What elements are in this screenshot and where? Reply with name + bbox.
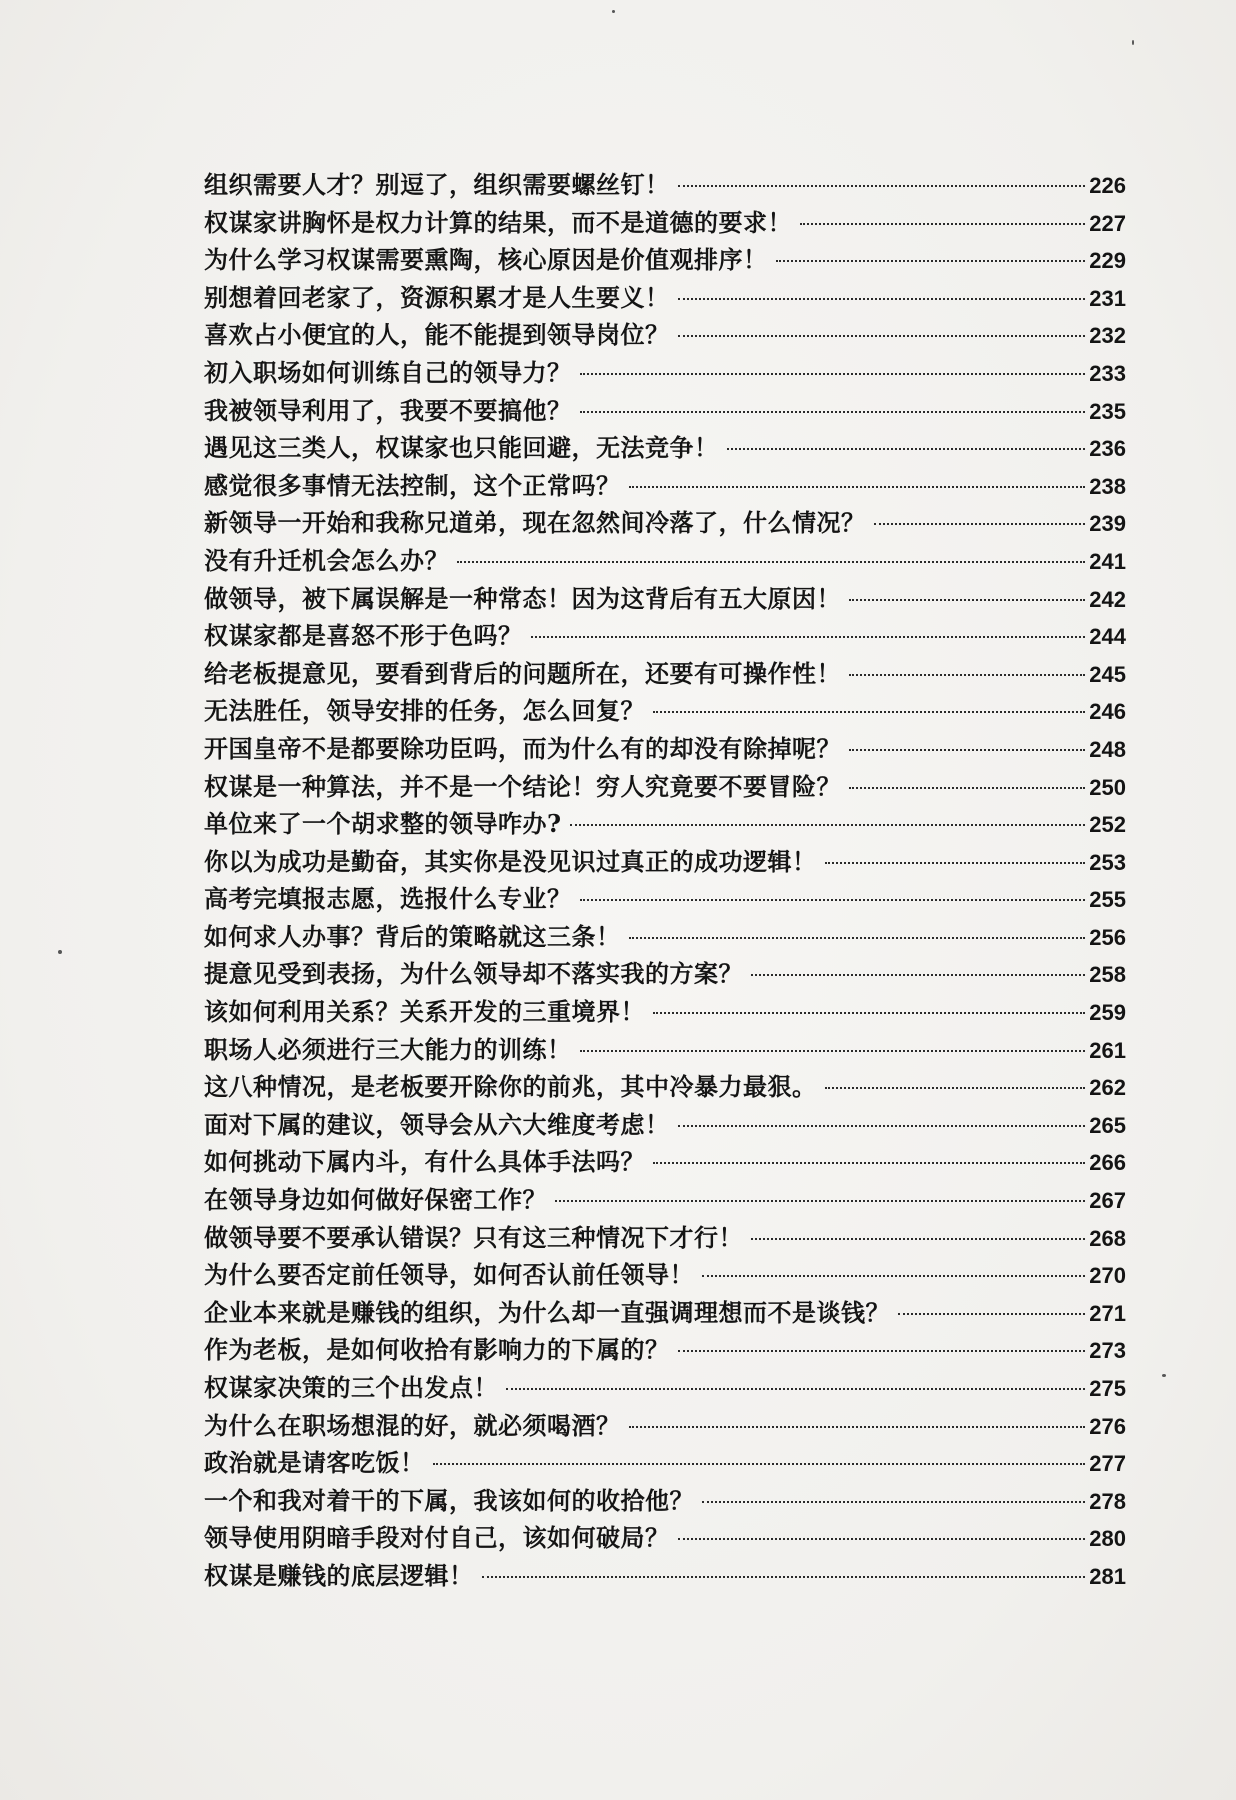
toc-entry-page-number: 238 (1089, 473, 1126, 499)
toc-entry[interactable] (204, 467, 1126, 505)
dot-leader (849, 749, 1085, 751)
dot-leader (751, 974, 1085, 976)
toc-entry-page-number: 236 (1089, 436, 1126, 462)
toc-entry[interactable] (204, 1256, 1126, 1294)
toc-entry[interactable] (204, 1369, 1126, 1407)
scan-speck (612, 10, 615, 13)
scan-speck (58, 950, 62, 954)
toc-entry[interactable] (204, 1143, 1126, 1181)
toc-entry[interactable] (204, 316, 1126, 354)
toc-entry[interactable] (204, 955, 1126, 993)
dot-leader (506, 1388, 1085, 1390)
toc-entry-title: 遇见这三类人，权谋家也只能回避，无法竞争！ (204, 433, 719, 463)
dot-leader (800, 223, 1085, 225)
toc-entry-title: 在领导身边如何做好保密工作？ (204, 1185, 547, 1215)
toc-entry-title: 你以为成功是勤奋，其实你是没见识过真正的成功逻辑！ (204, 846, 817, 876)
toc-entry[interactable] (204, 354, 1126, 392)
dot-leader (825, 862, 1086, 864)
toc-entry-title: 初入职场如何训练自己的领导力？ (204, 357, 572, 387)
toc-entry[interactable] (204, 1181, 1126, 1219)
toc-entry[interactable] (204, 1407, 1126, 1445)
toc-entry-title: 职场人必须进行三大能力的训练！ (204, 1034, 572, 1064)
toc-entry[interactable] (204, 279, 1126, 317)
toc-entry-title: 权谋是赚钱的底层逻辑！ (204, 1560, 474, 1590)
toc-entry[interactable] (204, 204, 1126, 242)
toc-entry-page-number: 265 (1089, 1112, 1126, 1138)
toc-entry[interactable] (204, 1482, 1126, 1520)
toc-entry-page-number: 268 (1089, 1225, 1126, 1251)
toc-entry[interactable] (204, 918, 1126, 956)
toc-entry[interactable] (204, 580, 1126, 618)
toc-entry-title: 做领导，被下属误解是一种常态！因为这背后有五大原因！ (204, 583, 841, 613)
toc-entry[interactable] (204, 1519, 1126, 1557)
toc-entry-page-number: 253 (1089, 849, 1126, 875)
toc-entry-title: 如何挑动下属内斗，有什么具体手法吗？ (204, 1147, 645, 1177)
dot-leader (580, 899, 1086, 901)
toc-entry-page-number: 267 (1089, 1188, 1126, 1214)
toc-entry-title: 组织需要人才？别逗了，组织需要螺丝钉！ (204, 170, 670, 199)
toc-entry-page-number: 239 (1089, 511, 1126, 537)
dot-leader (727, 448, 1086, 450)
scan-speck (1132, 40, 1134, 45)
dot-leader (629, 486, 1086, 488)
toc-entry-title: 提意见受到表扬，为什么领导却不落实我的方案？ (204, 959, 743, 989)
dot-leader (849, 674, 1085, 676)
toc-entry-page-number: 226 (1089, 173, 1126, 198)
dot-leader (898, 1313, 1085, 1315)
toc-entry-page-number: 227 (1089, 210, 1126, 236)
dot-leader (849, 787, 1085, 789)
toc-entry-title: 为什么学习权谋需要熏陶，核心原因是价值观排序！ (204, 245, 768, 275)
toc-entry-title: 做领导要不要承认错误？只有这三种情况下才行！ (204, 1222, 743, 1252)
dot-leader (874, 523, 1086, 525)
toc-entry[interactable] (204, 1331, 1126, 1369)
dot-leader (580, 411, 1086, 413)
toc-entry[interactable] (204, 1557, 1126, 1595)
dot-leader (653, 1012, 1085, 1014)
toc-entry-page-number: 261 (1089, 1037, 1126, 1063)
toc-entry-title: 高考完填报志愿，选报什么专业？ (204, 884, 572, 914)
toc-entry[interactable] (204, 1294, 1126, 1332)
toc-entry-title: 面对下属的建议，领导会从六大维度考虑！ (204, 1109, 670, 1139)
toc-entry-page-number: 275 (1089, 1376, 1126, 1401)
dot-leader (629, 937, 1086, 939)
toc-entry-page-number: 246 (1089, 699, 1126, 725)
dot-leader (678, 185, 1086, 187)
toc-entry-page-number: 235 (1089, 398, 1126, 424)
toc-entry-page-number: 241 (1089, 548, 1126, 574)
toc-entry[interactable] (204, 880, 1126, 918)
toc-entry[interactable] (204, 166, 1126, 204)
toc-entry-page-number: 258 (1089, 962, 1126, 988)
toc-entry[interactable] (204, 1444, 1126, 1482)
toc-entry-page-number: 270 (1089, 1263, 1126, 1289)
toc-entry-title: 一个和我对着干的下属，我该如何的收拾他？ (204, 1485, 694, 1515)
toc-entry[interactable] (204, 392, 1126, 430)
toc-entry-title: 领导使用阴暗手段对付自己，该如何破局？ (204, 1523, 670, 1553)
toc-entry[interactable] (204, 1068, 1126, 1106)
toc-entry-title: 为什么在职场想混的好，就必须喝酒？ (204, 1410, 621, 1440)
dot-leader (653, 1162, 1085, 1164)
toc-entry-title: 我被领导利用了，我要不要搞他？ (204, 395, 572, 425)
toc-entry-page-number: 244 (1089, 624, 1126, 650)
toc-entry-title: 权谋是一种算法，并不是一个结论！穷人究竟要不要冒险？ (204, 771, 841, 801)
toc-entry[interactable] (204, 843, 1126, 881)
toc-entry-title: 政治就是请客吃饭！ (204, 1448, 425, 1478)
toc-entry-title: 这八种情况，是老板要开除你的前兆，其中冷暴力最狠。 (204, 1072, 817, 1102)
toc-entry-title: 开国皇帝不是都要除功臣吗，而为什么有的却没有除掉呢？ (204, 733, 841, 763)
dot-leader (849, 599, 1085, 601)
toc-entry-page-number: 250 (1089, 774, 1126, 800)
toc-entry-page-number: 281 (1089, 1563, 1126, 1589)
dot-leader (678, 1125, 1086, 1127)
toc-entry-page-number: 232 (1089, 323, 1126, 349)
dot-leader (531, 636, 1086, 638)
toc-entry-title: 没有升迁机会怎么办？ (204, 545, 449, 575)
toc-entry-title: 感觉很多事情无法控制，这个正常吗？ (204, 470, 621, 500)
dot-leader (433, 1463, 1086, 1465)
dot-leader (702, 1501, 1085, 1503)
toc-entry-title: 无法胜任，领导安排的任务，怎么回复？ (204, 696, 645, 726)
toc-entry-page-number: 233 (1089, 360, 1126, 386)
dot-leader (580, 373, 1086, 375)
dot-leader (702, 1275, 1085, 1277)
dot-leader (629, 1426, 1086, 1428)
toc-entry-page-number: 252 (1089, 812, 1126, 838)
toc-entry-title: 单位来了一个胡求整的领导咋办? (204, 809, 562, 839)
toc-entry-title: 如何求人办事？背后的策略就这三条！ (204, 921, 621, 951)
toc-entry-page-number: 271 (1089, 1300, 1126, 1326)
toc-entry-title: 作为老板，是如何收拾有影响力的下属的？ (204, 1335, 670, 1365)
dot-leader (580, 1050, 1086, 1052)
toc-entry-page-number: 276 (1089, 1413, 1126, 1439)
toc-entry-page-number: 277 (1089, 1451, 1126, 1477)
dot-leader (653, 711, 1085, 713)
toc-entry-page-number: 278 (1089, 1488, 1126, 1514)
toc-entry[interactable] (204, 1031, 1126, 1069)
toc-entry[interactable] (204, 241, 1126, 279)
toc-entry[interactable] (204, 692, 1126, 730)
toc-entry[interactable] (204, 993, 1126, 1031)
toc-entry-page-number: 229 (1089, 248, 1126, 274)
toc-entry-page-number: 273 (1089, 1338, 1126, 1364)
toc-entry-page-number: 259 (1089, 1000, 1126, 1026)
dot-leader (482, 1576, 1086, 1578)
toc-entry-title: 权谋家都是喜怒不形于色吗？ (204, 621, 523, 651)
toc-entry-page-number: 242 (1089, 586, 1126, 612)
dot-leader (457, 561, 1085, 563)
toc-entry[interactable] (204, 429, 1126, 467)
toc-entry-page-number: 245 (1089, 661, 1126, 687)
toc-entry-page-number: 231 (1089, 285, 1126, 311)
dot-leader (678, 1350, 1086, 1352)
toc-entry-page-number: 266 (1089, 1150, 1126, 1176)
toc-entry-title: 该如何利用关系？关系开发的三重境界！ (204, 997, 645, 1027)
dot-leader (776, 260, 1086, 262)
dot-leader (555, 1200, 1085, 1202)
toc-entry-title: 给老板提意见，要看到背后的问题所在，还要有可操作性！ (204, 658, 841, 688)
toc-entry[interactable] (204, 1219, 1126, 1257)
dot-leader (570, 824, 1086, 826)
toc-entry-title: 权谋家讲胸怀是权力计算的结果，而不是道德的要求！ (204, 207, 792, 237)
dot-leader (678, 1538, 1086, 1540)
toc-entry[interactable] (204, 542, 1126, 580)
toc-entry-page-number: 256 (1089, 924, 1126, 950)
scan-speck (1162, 1374, 1166, 1377)
table-of-contents (204, 166, 1126, 1595)
toc-entry[interactable] (204, 655, 1126, 693)
dot-leader (825, 1087, 1086, 1089)
dot-leader (678, 335, 1086, 337)
toc-entry-title: 别想着回老家了，资源积累才是人生要义！ (204, 282, 670, 312)
toc-entry-title: 喜欢占小便宜的人，能不能提到领导岗位？ (204, 320, 670, 350)
toc-entry[interactable] (204, 1106, 1126, 1144)
toc-entry-title: 企业本来就是赚钱的组织，为什么却一直强调理想而不是谈钱？ (204, 1297, 890, 1327)
toc-entry[interactable] (204, 768, 1126, 806)
dot-leader (678, 298, 1086, 300)
toc-entry[interactable] (204, 805, 1126, 843)
toc-entry[interactable] (204, 504, 1126, 542)
toc-entry-title: 权谋家决策的三个出发点！ (204, 1373, 498, 1402)
dot-leader (751, 1238, 1085, 1240)
toc-entry[interactable] (204, 730, 1126, 768)
toc-entry-title: 为什么要否定前任领导，如何否认前任领导！ (204, 1260, 694, 1290)
toc-entry-page-number: 262 (1089, 1075, 1126, 1101)
toc-entry[interactable] (204, 617, 1126, 655)
toc-entry-title: 新领导一开始和我称兄道弟，现在忽然间冷落了，什么情况？ (204, 508, 866, 538)
toc-entry-page-number: 280 (1089, 1526, 1126, 1552)
toc-entry-page-number: 255 (1089, 887, 1126, 913)
toc-entry-page-number: 248 (1089, 736, 1126, 762)
